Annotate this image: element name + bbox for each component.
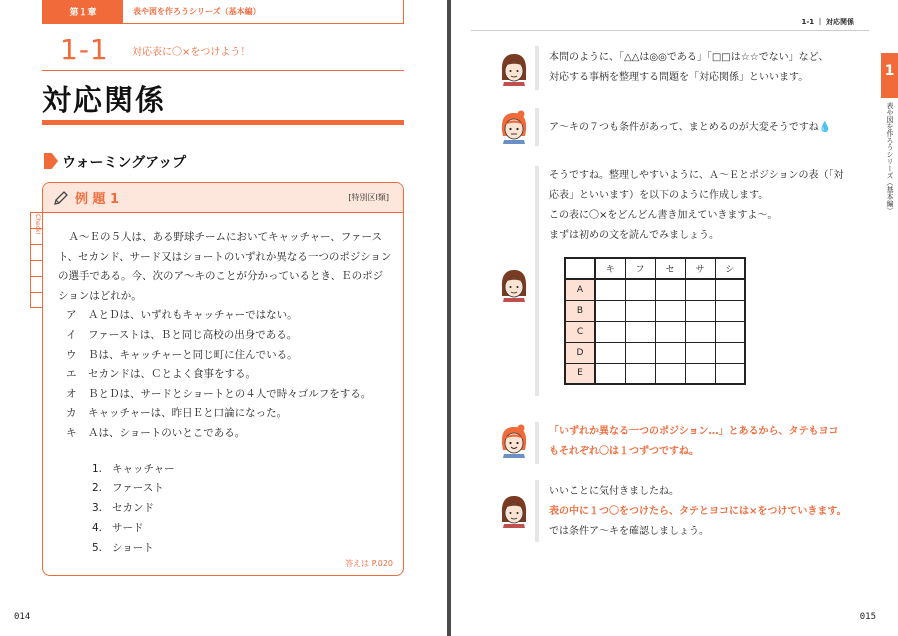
series-label: 表や図を作ろうシリーズ（基本編） [133, 7, 261, 16]
table-cell[interactable] [625, 342, 655, 363]
page-title: 対応関係 [42, 83, 167, 117]
answer-option[interactable]: 5. ショート [92, 541, 154, 554]
running-head-rule [471, 30, 869, 31]
example-body [58, 228, 393, 559]
table-cell[interactable] [715, 342, 745, 363]
dialog-bar [535, 480, 539, 542]
column-header: サ [685, 258, 715, 279]
warmup-heading: ウォーミングアップ [62, 155, 187, 171]
table-corner [565, 258, 595, 279]
dialog-student-2: 「いずれか異なる一つのポジション…」とあるから、タテもヨコ もそれぞれ〇は１つずつですね。 [549, 426, 839, 457]
section-number: 1-1 [60, 33, 109, 66]
row-header: E [565, 363, 595, 384]
dialog-bar [535, 46, 539, 90]
table-cell[interactable] [595, 321, 625, 342]
table-cell[interactable] [655, 321, 685, 342]
table-cell[interactable] [655, 363, 685, 384]
running-head: 1-1 ｜ 対応関係 [801, 18, 854, 26]
table-cell[interactable] [655, 300, 685, 321]
table-cell[interactable] [595, 342, 625, 363]
column-header: キ [595, 258, 625, 279]
table-cell[interactable] [595, 363, 625, 384]
dialog-bar [535, 108, 539, 146]
table-cell[interactable] [625, 363, 655, 384]
dialog-teacher-3: いいことに気付きましたね。 表の中に１つ〇をつけたら、タテとヨコには×をつけていきます。 では条件ア～キを確認しましょう。 [549, 486, 847, 537]
table-cell[interactable] [595, 300, 625, 321]
left-page [0, 0, 447, 636]
table-cell[interactable] [625, 321, 655, 342]
table-cell[interactable] [655, 342, 685, 363]
table-cell[interactable] [595, 279, 625, 300]
row-header: A [565, 279, 595, 300]
column-header: フ [625, 258, 655, 279]
table-cell[interactable] [685, 300, 715, 321]
table-cell[interactable] [715, 279, 745, 300]
table-cell[interactable] [685, 363, 715, 384]
column-header: セ [655, 258, 685, 279]
example-header [43, 183, 403, 213]
condition-item: イ ファーストは、Ｂと同じ高校の出身である。 [66, 328, 298, 341]
table-cell[interactable] [715, 363, 745, 384]
example-title: 例 題 1 [75, 192, 120, 207]
student-avatar-icon [499, 110, 529, 144]
answer-options [58, 460, 393, 559]
exam-tag: [特別区Ⅰ類] [348, 193, 389, 202]
table-cell[interactable] [625, 279, 655, 300]
table-cell[interactable] [625, 300, 655, 321]
student-avatar-icon [499, 424, 529, 458]
dialog-student-1: ア～キの７つも条件があって、まとめるのが大変そうですね💧 [549, 122, 832, 133]
teacher-avatar-icon [499, 268, 529, 302]
section-subtitle: 対応表に〇×をつけよう！ [132, 47, 251, 58]
answer-reference: 答えは P.020 [345, 559, 393, 568]
title-underline [42, 120, 404, 125]
chapter-tab-label: 表や図を作ろうシリーズ（基本編） [886, 102, 894, 214]
table-cell[interactable] [685, 321, 715, 342]
answer-option[interactable]: 2. ファースト [92, 482, 164, 495]
arrow-marker-icon [44, 153, 58, 169]
chapter-tab: 1 [881, 53, 898, 98]
row-header: C [565, 321, 595, 342]
page-number-left: 014 [14, 612, 31, 622]
table-cell[interactable] [715, 300, 745, 321]
condition-item: キ Ａは、ショートのいとこである。 [66, 426, 246, 439]
dialog-bar [535, 422, 539, 464]
table-cell[interactable] [685, 342, 715, 363]
chapter-header [42, 0, 404, 24]
condition-item: オ ＢとＤは、サードとショートとの４人で時々ゴルフをする。 [66, 387, 372, 400]
check-label: Check! [34, 214, 41, 235]
condition-item: エ セカンドは、Ｃとよく食事をする。 [66, 368, 256, 381]
teacher-avatar-icon [499, 494, 529, 528]
row-header: B [565, 300, 595, 321]
correspondence-table [564, 257, 746, 385]
example-intro: Ａ～Ｅの５人は、ある野球チームにおいてキャッチャー、ファースト、セカンド、サード又はショートのいずれか異なる一つのポジションの選手である。今、次のア～キのことが分かっているとき、Ｅのポジションはどれか。 [58, 231, 392, 302]
answer-option[interactable]: 3. セカンド [92, 502, 154, 515]
teacher-avatar-icon [499, 52, 529, 86]
pencil-icon [53, 190, 69, 206]
right-page [451, 0, 898, 636]
chapter-label: 第１章 [43, 0, 123, 23]
condition-list [58, 306, 393, 443]
dialog-teacher-2: そうですね。整理しやすいように、Ａ～Ｅとポジションの表（「対 応表」といいます）を以下のように作成します。 この表に〇×をどんどん書き加えていきますよ～。 まずは初めの文を読んでみましょう。 [549, 170, 844, 241]
answer-option[interactable]: 4. サード [92, 521, 144, 534]
table-cell[interactable] [715, 321, 745, 342]
table-cell[interactable] [655, 279, 685, 300]
condition-item: ア ＡとＤは、いずれもキャッチャーではない。 [66, 309, 298, 322]
answer-option[interactable]: 1. キャッチャー [92, 462, 175, 475]
page-number-right: 015 [859, 612, 876, 622]
column-header: シ [715, 258, 745, 279]
dialog-bar [535, 166, 539, 396]
row-header: D [565, 342, 595, 363]
dialog-teacher-1: 本問のように、「△△は◎◎である」「□□は☆☆でない」など、 対応する事柄を整理する問題を「対応関係」といいます。 [549, 52, 829, 83]
table-cell[interactable] [685, 279, 715, 300]
condition-item: カ キャッチャーは、昨日Ｅと口論になった。 [66, 407, 288, 420]
section-divider [42, 70, 404, 71]
condition-item: ウ Ｂは、キャッチャーと同じ町に住んでいる。 [66, 348, 298, 361]
